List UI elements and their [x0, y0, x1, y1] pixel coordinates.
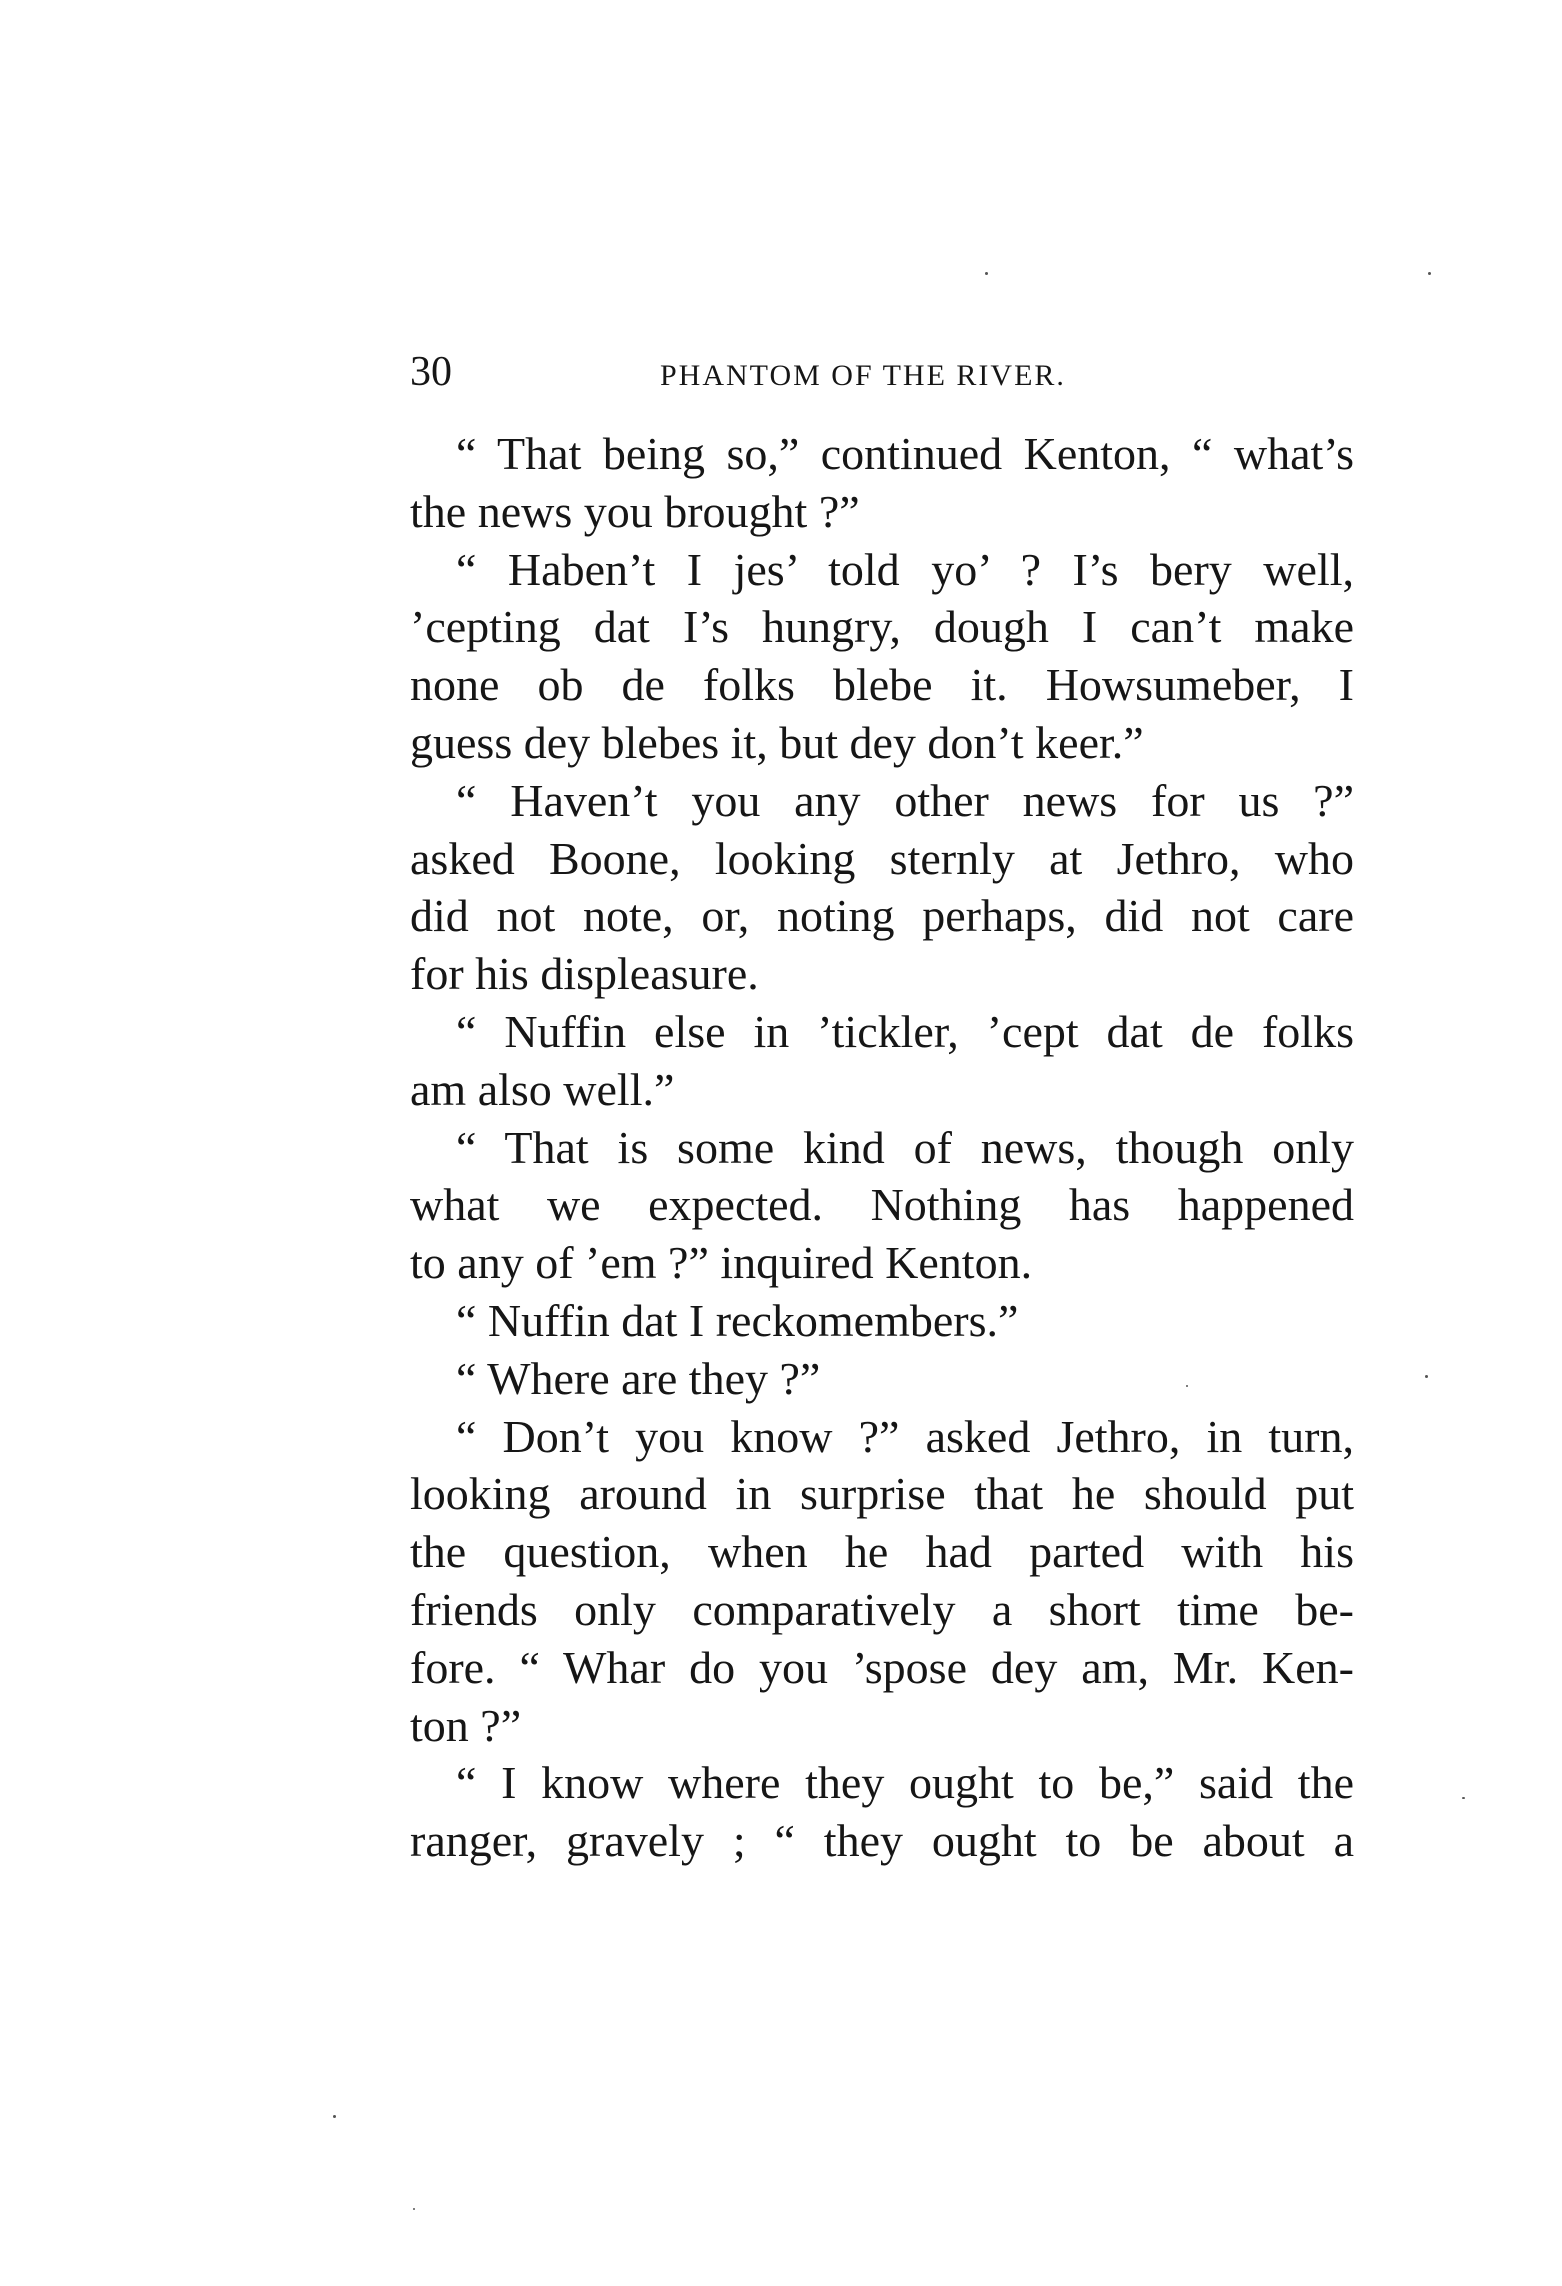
print-speck — [413, 2208, 415, 2210]
text-line: ’cepting dat I’s hungry, dough I can’t make — [410, 601, 1354, 653]
text-line: “ Nuffin else in ’tickler, ’cept dat de folks — [456, 1005, 1354, 1057]
text-line: “ Nuffin dat I reckomembers.” — [456, 1294, 1019, 1346]
text-line: friends only comparatively a short time be- — [410, 1583, 1354, 1635]
text-line: “ Haven’t you any other news for us ?” — [456, 774, 1354, 826]
text-line: the question, when he had parted with his — [410, 1526, 1354, 1578]
print-speck — [1428, 272, 1431, 275]
body-text — [410, 425, 1354, 1870]
text-line: did not note, or, noting perhaps, did not care — [410, 890, 1354, 942]
text-line: to any of ’em ?” inquired Kenton. — [410, 1237, 1033, 1289]
text-line: guess dey blebes it, but dey don’t keer.” — [410, 716, 1144, 768]
text-line: ranger, gravely ; “ they ought to be about a — [410, 1815, 1354, 1867]
text-line: what we expected. Nothing has happened — [410, 1179, 1354, 1231]
text-line: “ That is some kind of news, though only — [456, 1121, 1354, 1173]
print-speck — [1186, 1385, 1188, 1387]
print-speck — [1462, 1797, 1465, 1799]
text-line: the news you brought ?” — [410, 485, 860, 537]
print-speck — [985, 272, 988, 275]
text-line: am also well.” — [410, 1063, 675, 1115]
print-speck — [1425, 1375, 1428, 1378]
page-header — [410, 342, 1354, 402]
page-number: 30 — [410, 349, 452, 395]
text-line: asked Boone, looking sternly at Jethro, who — [410, 832, 1354, 884]
running-title: PHANTOM OF THE RIVER. — [660, 359, 1066, 392]
print-speck — [333, 2115, 336, 2118]
text-line: “ Don’t you know ?” asked Jethro, in turn, — [456, 1410, 1354, 1462]
text-line: “ That being so,” continued Kenton, “ what’s — [456, 428, 1354, 479]
text-line: looking around in surprise that he should put — [410, 1468, 1354, 1520]
text-line: fore. “ Whar do you ’spose dey am, Mr. Ken- — [410, 1641, 1354, 1693]
text-line: “ Where are they ?” — [456, 1352, 821, 1404]
text-line: for his displeasure. — [410, 948, 759, 1000]
text-line: “ Haben’t I jes’ told yo’ ? I’s bery well, — [456, 543, 1354, 595]
text-line: ton ?” — [410, 1699, 522, 1751]
text-line: none ob de folks blebe it. Howsumeber, I — [410, 659, 1354, 711]
text-line: “ I know where they ought to be,” said the — [456, 1757, 1354, 1809]
